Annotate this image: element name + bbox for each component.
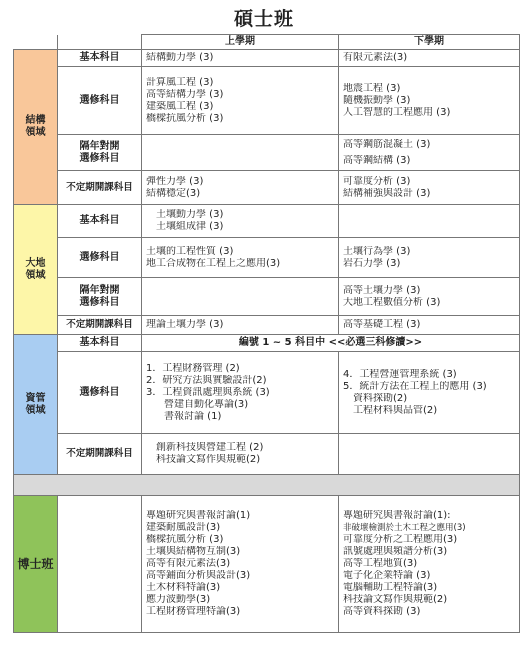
category-alternate: [58, 278, 142, 316]
course-item: 結構穩定(3): [146, 187, 201, 199]
course-item: 地震工程 (3): [343, 82, 401, 94]
info-elective-s2: [339, 352, 520, 434]
header-first-semester: 上學期: [142, 35, 339, 50]
struct-elective-row: [14, 67, 520, 135]
course-item: 高等鋪面分析與設計(3): [146, 570, 251, 581]
course-item: 建築風工程 (3): [146, 100, 214, 112]
course-item: 橋樑抗風分析 (3): [146, 534, 224, 545]
course-item: 理論土壤力學 (3): [146, 319, 224, 330]
category-elective: 選修科目: [58, 352, 142, 434]
geo-alternate-s1: [142, 278, 339, 316]
struct-basic-s1: [142, 50, 339, 67]
course-item: 土壤行為學 (3): [343, 245, 411, 257]
domain-structure-label: 結構 領域: [25, 115, 46, 138]
course-table: [13, 34, 520, 633]
geo-basic-row: [14, 205, 520, 238]
course-item: 高等工程地質(3): [343, 558, 418, 569]
course-item: 隨機振動學 (3): [343, 94, 411, 106]
geo-basic-s1: [142, 205, 339, 238]
course-item: 可靠度分析 (3): [343, 175, 411, 187]
category-elective: 選修科目: [58, 67, 142, 135]
course-item: 電腦輔助工程特論(3): [343, 582, 438, 593]
course-item: 資料探勘(2): [353, 392, 408, 404]
course-item: 專題研究與書報討論(1): [146, 510, 251, 521]
course-item: 電子化企業特論 (3): [343, 570, 431, 581]
course-item: 1．工程財務管理 (2): [146, 362, 240, 374]
course-item: 非破壞檢測於土木工程之應用(3): [343, 523, 466, 533]
course-item: 大地工程數值分析 (3): [343, 296, 441, 308]
category-unlimited: 不定期開課科目: [58, 171, 142, 205]
phd-s1: [142, 496, 339, 633]
geo-unlimited-s2: [339, 316, 520, 335]
course-item: 5．統計方法在工程上的應用 (3): [343, 380, 487, 392]
struct-alternate-s1: [142, 135, 339, 171]
course-item: 土壤組成律 (3): [156, 221, 224, 232]
geo-alternate-s2: [339, 278, 520, 316]
struct-basic-s2: [339, 50, 520, 67]
category-alternate: [58, 135, 142, 171]
header-row: [14, 35, 520, 50]
geo-alternate-row: [14, 278, 520, 316]
course-item: 土木材料特論(3): [146, 582, 221, 593]
geo-basic-s2: [339, 205, 520, 238]
course-item: 高等有限元素法(3): [146, 558, 231, 569]
category-basic: 基本科目: [58, 205, 142, 238]
course-item: 建築耐風設計(3): [146, 522, 221, 533]
course-item: 高等土壤力學 (3): [343, 284, 421, 296]
course-item: 高等結構力學 (3): [146, 88, 224, 100]
domain-information: [14, 335, 58, 475]
course-item: 計算風工程 (3): [146, 76, 214, 88]
info-unlimited-s1: [142, 434, 339, 475]
course-item: 高等鋼筋混凝土 (3): [343, 138, 431, 150]
struct-unlimited-s2: [339, 171, 520, 205]
domain-structure: [14, 50, 58, 205]
phd-row: [14, 496, 520, 633]
course-item: 岩石力學 (3): [343, 257, 401, 269]
course-item: 應力波動學(3): [146, 594, 211, 605]
info-unlimited-row: [14, 434, 520, 475]
course-item: 高等鋼結構 (3): [343, 154, 411, 166]
struct-elective-s2: [339, 67, 520, 135]
info-elective-row: [14, 352, 520, 434]
course-item: 土壤動力學 (3): [156, 209, 224, 220]
struct-unlimited-row: [14, 171, 520, 205]
header-second-semester: 下學期: [339, 35, 520, 50]
geo-unlimited-row: [14, 316, 520, 335]
struct-basic-row: [14, 50, 520, 67]
info-basic-merged: 編號 1 ~ 5 科目中 <<必選三科修讀>>: [142, 335, 520, 352]
course-item: 橋樑抗風分析 (3): [146, 112, 224, 124]
spacer-cell: [14, 475, 520, 496]
course-item: 創新科技與營建工程 (2): [156, 442, 264, 453]
course-item: 結構動力學 (3): [146, 52, 214, 63]
domain-geotechnical: [14, 205, 58, 335]
course-item: 4．工程營運管理系統 (3): [343, 368, 457, 380]
domain-information-label: 資管 領域: [25, 392, 46, 416]
course-item: 高等資料探勘 (3): [343, 606, 421, 617]
category-alternate-label: 隔年對開 選修科目: [79, 284, 120, 308]
domain-phd: 博士班: [14, 496, 58, 633]
category-alternate-label: 隔年對開 選修科目: [79, 140, 120, 164]
geo-elective-row: [14, 238, 520, 278]
course-item: 專題研究與書報討論(1):: [343, 510, 451, 521]
course-item: 有限元素法(3): [343, 52, 408, 63]
phd-category-empty: [58, 496, 142, 633]
header-empty2: [58, 35, 142, 50]
phd-s2: [339, 496, 520, 633]
category-basic: 基本科目: [58, 50, 142, 67]
geo-elective-s2: [339, 238, 520, 278]
course-item: 工程材料與品管(2): [353, 404, 438, 416]
course-item: 人工智慧的工程應用 (3): [343, 106, 451, 118]
course-item: 結構補強與設計 (3): [343, 187, 431, 199]
course-item: 地工合成物在工程上之應用(3): [146, 257, 281, 269]
course-item: 書報討論 (1): [164, 410, 222, 422]
course-item: 彈性力學 (3): [146, 175, 204, 187]
spacer-row: [14, 475, 520, 496]
geo-unlimited-s1: [142, 316, 339, 335]
info-elective-s1: [142, 352, 339, 434]
struct-elective-s1: [142, 67, 339, 135]
course-item: 可靠度分析之工程應用(3): [343, 534, 458, 545]
struct-alternate-s2: [339, 135, 520, 171]
course-item: 科技論文寫作與規範(2): [343, 594, 448, 605]
header-empty: [14, 35, 58, 50]
course-item: 3．工程資訊處理與系統 (3): [146, 386, 270, 398]
course-item: 科技論文寫作與規範(2): [156, 454, 261, 465]
course-item: 土壤的工程性質 (3): [146, 245, 234, 257]
info-unlimited-s2: [339, 434, 520, 475]
course-item: 土壤與結構物互制(3): [146, 546, 241, 557]
course-item: 工程財務管理特論(3): [146, 606, 241, 617]
course-item: 高等基礎工程 (3): [343, 319, 421, 330]
struct-alternate-row: [14, 135, 520, 171]
page-title: 碩士班: [233, 8, 294, 30]
struct-unlimited-s1: [142, 171, 339, 205]
category-unlimited: 不定期開課科目: [58, 316, 142, 335]
info-basic-row: [14, 335, 520, 352]
geo-elective-s1: [142, 238, 339, 278]
domain-geotechnical-label: 大地 領域: [25, 257, 46, 281]
category-elective: 選修科目: [58, 238, 142, 278]
course-item: 營建自動化專論(3): [164, 398, 249, 410]
course-item: 2．研究方法與實驗設計(2): [146, 374, 267, 386]
course-item: 訊號處理與頻譜分析(3): [343, 546, 448, 557]
category-basic: 基本科目: [58, 335, 142, 352]
category-unlimited: 不定期開課科目: [58, 434, 142, 475]
